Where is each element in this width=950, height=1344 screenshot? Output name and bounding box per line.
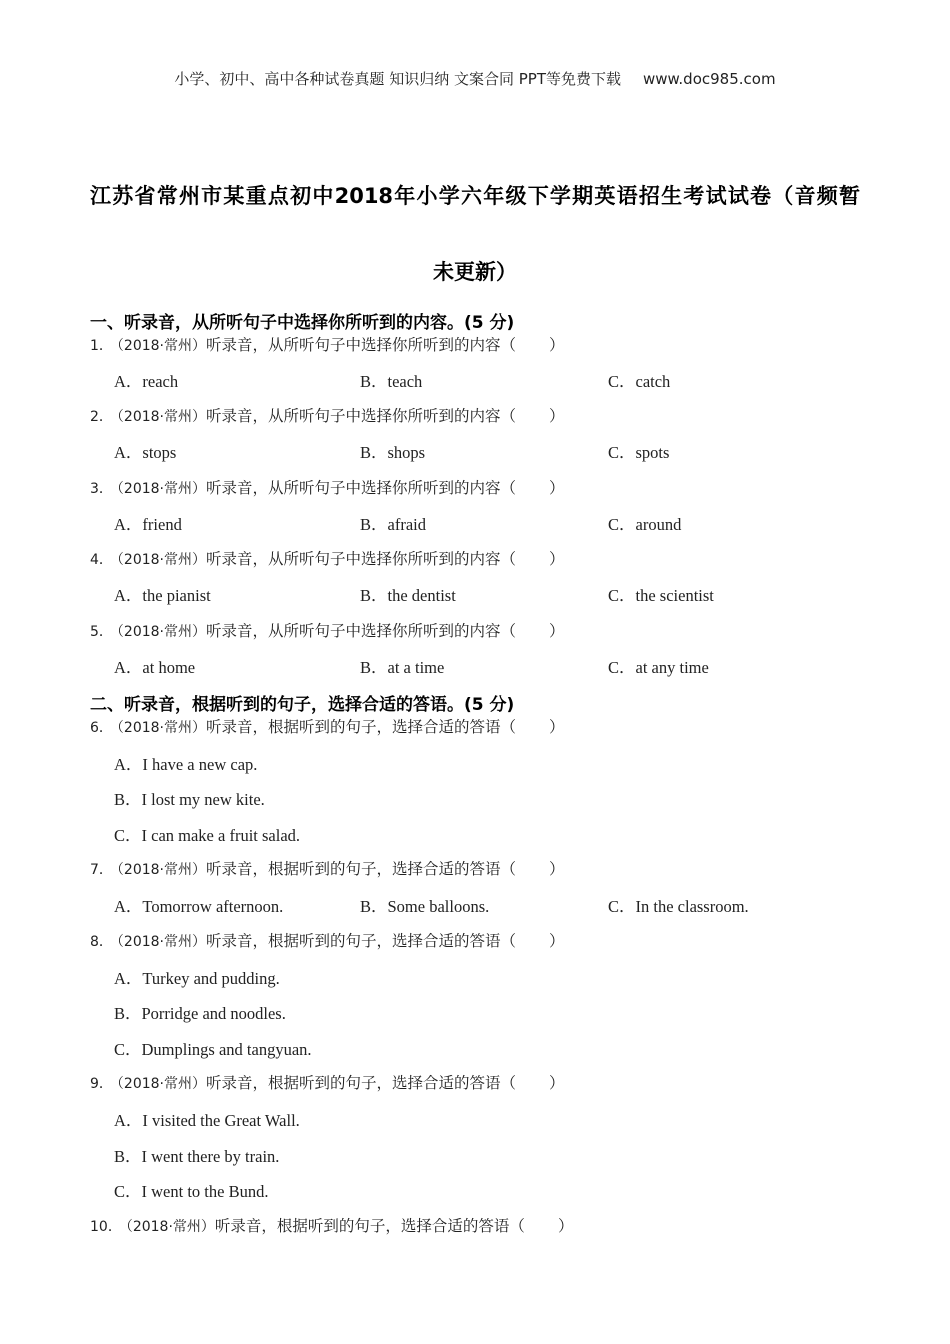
option-a[interactable]: A．I visited the Great Wall.: [114, 1111, 300, 1130]
question-stem: 听录音，从所听句子中选择你所听到的内容（: [206, 336, 517, 354]
question-stem: 听录音，根据听到的句子，选择合适的答语（: [206, 932, 517, 950]
answer-blank[interactable]: ）: [518, 407, 565, 425]
header-site-link[interactable]: www.doc985.com: [642, 70, 776, 88]
question-number: 7．: [90, 862, 113, 878]
question-number: 1．: [90, 338, 113, 354]
question-number: 2．: [90, 409, 113, 425]
option-a[interactable]: A．the pianist: [114, 586, 211, 605]
question-stem: 听录音，根据听到的句子，选择合适的答语（: [214, 1217, 525, 1235]
section-2-heading: 二、听录音，根据听到的句子，选择合适的答语。(5 分): [90, 695, 515, 715]
question-source: （2018·常州）: [116, 934, 207, 950]
question-number: 10．: [90, 1219, 122, 1235]
answer-blank[interactable]: ）: [526, 1217, 574, 1235]
question-source: （2018·常州）: [116, 338, 207, 354]
question-number: 9．: [90, 1076, 113, 1092]
question-number: 6．: [90, 720, 113, 736]
exam-title-line-1: 江苏省常州市某重点初中2018年小学六年级下学期英语招生考试试卷（音频暂: [90, 184, 860, 208]
question-stem: 听录音，根据听到的句子，选择合适的答语（: [206, 718, 517, 736]
question-4: [90, 547, 565, 569]
option-a[interactable]: A．I have a new cap.: [114, 755, 258, 774]
question-stem: 听录音，从所听句子中选择你所听到的内容（: [206, 622, 517, 640]
answer-blank[interactable]: ）: [518, 1074, 565, 1092]
option-b[interactable]: B．afraid: [360, 515, 426, 534]
question-source: （2018·常州）: [116, 409, 207, 425]
option-c[interactable]: C．In the classroom.: [608, 897, 749, 916]
option-c[interactable]: C．I can make a fruit salad.: [114, 826, 301, 845]
header-text: 小学、初中、高中各种试卷真题 知识归纳 文案合同 PPT等免费下载: [174, 70, 621, 88]
question-7: [90, 857, 565, 879]
section-1-heading: 一、听录音，从所听句子中选择你所听到的内容。(5 分): [90, 313, 515, 333]
answer-blank[interactable]: ）: [518, 718, 565, 736]
question-source: （2018·常州）: [116, 862, 207, 878]
question-2: [90, 404, 565, 426]
question-3: [90, 476, 565, 498]
answer-blank[interactable]: ）: [518, 860, 565, 878]
page-header: [0, 68, 950, 89]
question-stem: 听录音，从所听句子中选择你所听到的内容（: [206, 550, 517, 568]
question-number: 3．: [90, 481, 113, 497]
option-a[interactable]: A．Tomorrow afternoon.: [114, 897, 284, 916]
option-b[interactable]: B．at a time: [360, 658, 445, 677]
option-b[interactable]: B．Some balloons.: [360, 897, 490, 916]
question-5: [90, 619, 565, 641]
option-c[interactable]: C．spots: [608, 443, 670, 462]
answer-blank[interactable]: ）: [518, 479, 565, 497]
question-1: [90, 333, 565, 355]
answer-blank[interactable]: ）: [518, 550, 565, 568]
option-a[interactable]: A．reach: [114, 372, 179, 391]
question-source: （2018·常州）: [125, 1219, 215, 1235]
option-a[interactable]: A．stops: [114, 443, 177, 462]
question-number: 8．: [90, 934, 113, 950]
question-source: （2018·常州）: [116, 720, 207, 736]
question-10: [90, 1214, 573, 1236]
question-stem: 听录音，根据听到的句子，选择合适的答语（: [206, 860, 517, 878]
option-b[interactable]: B．Porridge and noodles.: [114, 1004, 286, 1023]
question-source: （2018·常州）: [116, 1076, 207, 1092]
option-a[interactable]: A．at home: [114, 658, 196, 677]
question-number: 5．: [90, 624, 113, 640]
question-6: [90, 715, 565, 737]
option-c[interactable]: C．at any time: [608, 658, 709, 677]
option-c[interactable]: C．I went to the Bund.: [114, 1182, 269, 1201]
option-b[interactable]: B．shops: [360, 443, 426, 462]
option-c[interactable]: C．catch: [608, 372, 671, 391]
option-b[interactable]: B．teach: [360, 372, 423, 391]
question-number: 4．: [90, 552, 113, 568]
question-source: （2018·常州）: [116, 624, 207, 640]
question-stem: 听录音，根据听到的句子，选择合适的答语（: [206, 1074, 517, 1092]
option-c[interactable]: C．Dumplings and tangyuan.: [114, 1040, 312, 1059]
exam-title-line-2: 未更新）: [433, 260, 517, 284]
option-a[interactable]: A．friend: [114, 515, 182, 534]
question-stem: 听录音，从所听句子中选择你所听到的内容（: [206, 479, 517, 497]
answer-blank[interactable]: ）: [518, 932, 565, 950]
option-b[interactable]: B．I went there by train.: [114, 1147, 280, 1166]
question-stem: 听录音，从所听句子中选择你所听到的内容（: [206, 407, 517, 425]
answer-blank[interactable]: ）: [518, 622, 565, 640]
answer-blank[interactable]: ）: [518, 336, 565, 354]
option-c[interactable]: C．around: [608, 515, 682, 534]
question-8: [90, 929, 565, 951]
option-b[interactable]: B．I lost my new kite.: [114, 790, 265, 809]
option-b[interactable]: B．the dentist: [360, 586, 456, 605]
question-source: （2018·常州）: [116, 552, 207, 568]
question-9: [90, 1071, 565, 1093]
option-c[interactable]: C．the scientist: [608, 586, 714, 605]
question-source: （2018·常州）: [116, 481, 207, 497]
option-a[interactable]: A．Turkey and pudding.: [114, 969, 280, 988]
